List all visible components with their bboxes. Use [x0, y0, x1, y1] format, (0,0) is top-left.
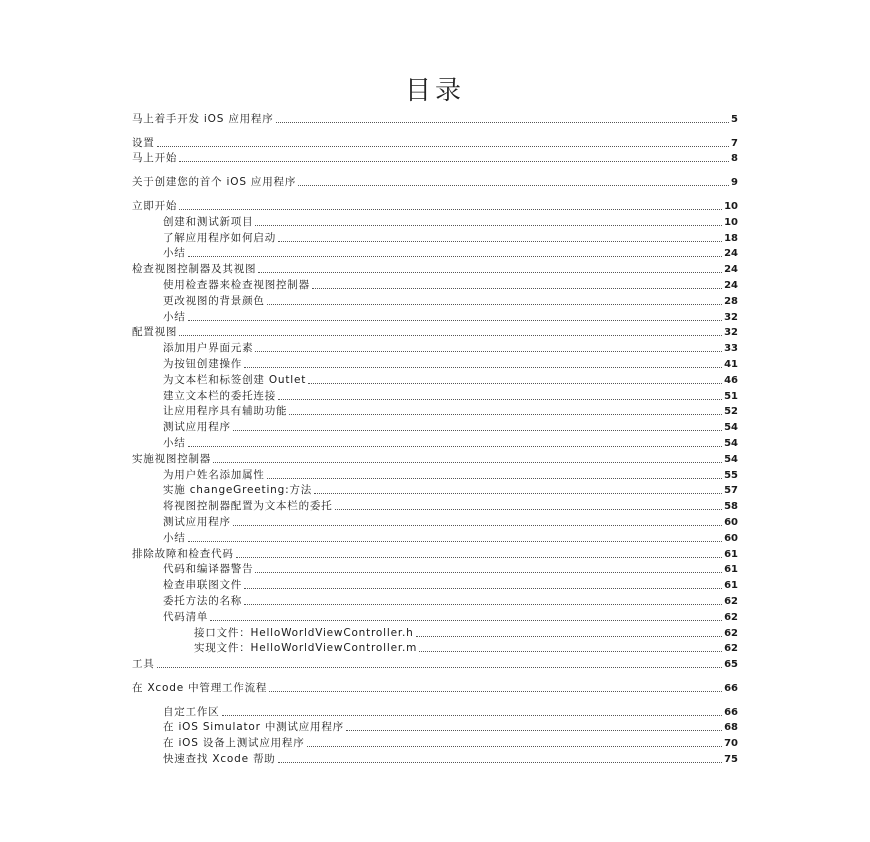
toc-entry-label: 排除故障和检查代码 [132, 547, 234, 560]
toc-entry[interactable] [132, 529, 738, 545]
toc-entry-page-number: 5 [731, 113, 738, 125]
dot-leader [278, 762, 722, 763]
toc-entry-page-number: 62 [724, 611, 738, 623]
toc-entry-label: 测试应用程序 [163, 515, 231, 528]
toc-entry-label: 在 iOS Simulator 中测试应用程序 [163, 721, 344, 734]
dot-leader [233, 525, 722, 526]
toc-entry[interactable] [132, 324, 738, 340]
toc-entry[interactable] [132, 655, 738, 671]
dot-leader [244, 367, 722, 368]
toc-entry-label: 工具 [132, 658, 155, 671]
toc-entry-page-number: 54 [724, 453, 738, 465]
toc-entry-label: 在 Xcode 中管理工作流程 [132, 681, 268, 694]
page-title: 目录 [404, 76, 465, 106]
toc-entry-page-number: 66 [724, 682, 738, 694]
toc-entry-label: 更改视图的背景颜色 [163, 294, 265, 307]
toc-entry-label: 设置 [132, 136, 155, 149]
toc-entry-page-number: 57 [724, 485, 738, 497]
toc-entry-label: 委托方法的名称 [163, 594, 243, 607]
toc-entry-label: 立即开始 [132, 199, 178, 212]
toc-entry-label: 配置视图 [132, 326, 178, 339]
toc-entry-label: 将视图控制器配置为文本栏的委托 [163, 500, 333, 513]
toc-entry[interactable] [132, 371, 738, 387]
dot-leader [269, 691, 722, 692]
toc-entry-label: 在 iOS 设备上测试应用程序 [163, 737, 305, 750]
toc-entry[interactable] [132, 497, 738, 513]
toc-entry-label: 代码清单 [163, 610, 209, 623]
toc-entry-label: 实施视图控制器 [132, 452, 212, 465]
toc-entry[interactable] [132, 213, 738, 229]
dot-leader [307, 746, 723, 747]
toc-entry-page-number: 60 [724, 532, 738, 544]
toc-entry-label: 为用户姓名添加属性 [163, 468, 265, 481]
dot-leader [308, 383, 722, 384]
toc-entry-page-number: 65 [724, 659, 738, 671]
dot-leader [255, 225, 722, 226]
dot-leader [222, 715, 723, 716]
toc-entry-label: 为文本栏和标签创建 Outlet [163, 373, 307, 386]
toc-entry-label: 测试应用程序 [163, 421, 231, 434]
toc-entry-page-number: 66 [724, 706, 738, 718]
toc-entry[interactable] [132, 624, 738, 640]
toc-entry-page-number: 60 [724, 516, 738, 528]
toc-entry-label: 自定工作区 [163, 705, 220, 718]
toc-entry-page-number: 32 [724, 327, 738, 339]
toc-entry-page-number: 41 [724, 358, 738, 370]
toc-entry[interactable] [132, 545, 738, 561]
dot-leader [233, 430, 722, 431]
toc-entry-page-number: 24 [724, 279, 738, 291]
toc-entry-label: 实现文件：HelloWorldViewController.m [194, 642, 418, 655]
toc-entry[interactable] [132, 260, 738, 276]
toc-entry-label: 小结 [163, 310, 186, 323]
toc-entry-page-number: 55 [724, 469, 738, 481]
toc-entry-label: 小结 [163, 531, 186, 544]
toc-entry-label: 代码和编译器警告 [163, 563, 254, 576]
toc-entry-page-number: 24 [724, 264, 738, 276]
toc-entry[interactable] [132, 703, 738, 719]
dot-leader [278, 241, 722, 242]
toc-entry-page-number: 24 [724, 248, 738, 260]
dot-leader [335, 509, 723, 510]
toc-entry[interactable] [132, 110, 738, 126]
toc-entry[interactable] [132, 592, 738, 608]
toc-entry-label: 关于创建您的首个 iOS 应用程序 [132, 176, 297, 189]
toc-entry[interactable] [132, 734, 738, 750]
dot-leader [157, 667, 722, 668]
toc-entry-label: 快速查找 Xcode 帮助 [163, 753, 276, 766]
toc-entry-page-number: 28 [724, 295, 738, 307]
toc-entry-page-number: 52 [724, 406, 738, 418]
dot-leader [157, 146, 729, 147]
dot-leader [213, 462, 722, 463]
dot-leader [258, 272, 722, 273]
dot-leader [255, 351, 722, 352]
toc-entry-page-number: 32 [724, 311, 738, 323]
toc-entry[interactable] [132, 679, 738, 695]
toc-entry-page-number: 10 [724, 200, 738, 212]
dot-leader [289, 414, 722, 415]
toc-entry-page-number: 18 [724, 232, 738, 244]
toc-entry-page-number: 33 [724, 343, 738, 355]
toc-entry-label: 添加用户界面元素 [163, 342, 254, 355]
toc-entry-page-number: 10 [724, 216, 738, 228]
toc-entry-label: 马上开始 [132, 152, 178, 165]
dot-leader [312, 288, 722, 289]
toc-entry-label: 检查串联图文件 [163, 579, 243, 592]
dot-leader [276, 122, 730, 123]
toc-entry-label: 创建和测试新项目 [163, 215, 254, 228]
toc-entry[interactable] [132, 403, 738, 419]
dot-leader [188, 446, 722, 447]
toc-entry[interactable] [132, 561, 738, 577]
toc-entry[interactable] [132, 355, 738, 371]
dot-leader [416, 636, 722, 637]
toc-entry-page-number: 61 [724, 580, 738, 592]
toc-entry-page-number: 70 [724, 738, 738, 750]
toc-entry[interactable] [132, 418, 738, 434]
table-of-contents [132, 110, 738, 766]
toc-entry-page-number: 75 [724, 754, 738, 766]
dot-leader [188, 320, 722, 321]
dot-leader [255, 572, 722, 573]
toc-entry[interactable] [132, 450, 738, 466]
toc-entry-label: 使用检查器来检查视图控制器 [163, 278, 310, 291]
toc-entry[interactable] [132, 466, 738, 482]
toc-entry[interactable] [132, 434, 738, 450]
dot-leader [236, 557, 722, 558]
toc-entry-page-number: 54 [724, 422, 738, 434]
toc-entry-page-number: 62 [724, 595, 738, 607]
toc-entry[interactable] [132, 292, 738, 308]
dot-leader [179, 161, 729, 162]
toc-entry-page-number: 8 [731, 153, 738, 165]
toc-entry[interactable] [132, 197, 738, 213]
toc-entry-label: 小结 [163, 436, 186, 449]
dot-leader [179, 335, 722, 336]
toc-entry[interactable] [132, 513, 738, 529]
dot-leader [267, 304, 722, 305]
toc-entry-page-number: 61 [724, 548, 738, 560]
dot-leader [267, 478, 722, 479]
dot-leader [210, 620, 722, 621]
toc-entry-page-number: 46 [724, 374, 738, 386]
toc-entry-page-number: 54 [724, 437, 738, 449]
toc-entry[interactable] [132, 608, 738, 624]
dot-leader [244, 604, 722, 605]
toc-entry[interactable] [132, 173, 738, 189]
dot-leader [188, 256, 722, 257]
toc-entry-page-number: 68 [724, 722, 738, 734]
toc-entry-page-number: 62 [724, 643, 738, 655]
toc-entry-label: 马上着手开发 iOS 应用程序 [132, 112, 274, 125]
toc-entry-label: 了解应用程序如何启动 [163, 231, 276, 244]
toc-entry-label: 接口文件：HelloWorldViewController.h [194, 626, 414, 639]
toc-entry-label: 为按钮创建操作 [163, 357, 243, 370]
toc-entry-label: 小结 [163, 247, 186, 260]
toc-entry[interactable] [132, 387, 738, 403]
dot-leader [346, 730, 722, 731]
toc-entry[interactable] [132, 308, 738, 324]
toc-entry[interactable] [132, 576, 738, 592]
toc-entry[interactable] [132, 229, 738, 245]
toc-entry[interactable] [132, 750, 738, 766]
toc-entry[interactable] [132, 339, 738, 355]
toc-entry[interactable] [132, 245, 738, 261]
dot-leader [244, 588, 722, 589]
toc-entry-page-number: 7 [731, 137, 738, 149]
toc-entry-page-number: 61 [724, 564, 738, 576]
dot-leader [188, 541, 722, 542]
toc-entry-label: 检查视图控制器及其视图 [132, 263, 257, 276]
dot-leader [314, 493, 722, 494]
toc-entry-label: 实施 changeGreeting:方法 [163, 484, 313, 497]
toc-entry-label: 建立文本栏的委托连接 [163, 389, 276, 402]
toc-entry-page-number: 58 [724, 501, 738, 513]
toc-entry[interactable] [132, 482, 738, 498]
toc-entry[interactable] [132, 719, 738, 735]
dot-leader [298, 185, 729, 186]
toc-entry[interactable] [132, 276, 738, 292]
toc-entry-page-number: 51 [724, 390, 738, 402]
toc-entry-label: 让应用程序具有辅助功能 [163, 405, 288, 418]
toc-entry-page-number: 9 [731, 177, 738, 189]
toc-entry-page-number: 62 [724, 627, 738, 639]
toc-entry[interactable] [132, 150, 738, 166]
dot-leader [179, 209, 722, 210]
dot-leader [419, 651, 722, 652]
toc-entry[interactable] [132, 640, 738, 656]
toc-entry[interactable] [132, 134, 738, 150]
dot-leader [278, 399, 722, 400]
